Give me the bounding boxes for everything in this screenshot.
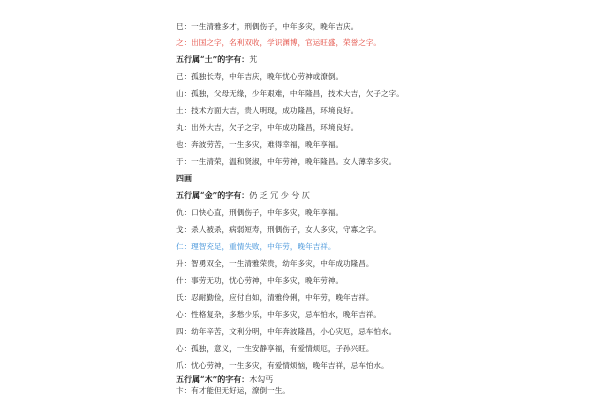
entry-line: 四：幼年辛苦，文利分明，中年奔波隆昌，小心灾厄，忌车怕水。 <box>176 327 397 336</box>
element-heading-earth <box>176 55 257 64</box>
entry-line-highlight-blue: 仁：理智充足，重情失败，中年劳，晚年吉祥。 <box>176 242 336 251</box>
entry-line: 什：事劳无功，忧心劳神，中年多灾，晚年劳神。 <box>176 276 344 285</box>
entry-line: 仇：口快心直，刑偶伤子，中年多灾，晚年享福。 <box>176 208 344 217</box>
entry-line: 山：孤独，父母无缘，少年艰难，中年隆昌，技术大吉，欠子之字。 <box>176 89 404 98</box>
entry-line: 爪：忧心劳神，一生多灾，有爱情烦恼，晚年吉祥，忌车怕水。 <box>176 361 389 370</box>
heading-label: 五行属“金”的字有： <box>176 190 250 200</box>
section-title-four-strokes: 四画 <box>176 173 192 183</box>
entry-line: 己：孤独长寿，中年吉庆，晚年忧心劳神或潦倒。 <box>176 72 344 81</box>
entry-line: 也：奔波劳苦，一生多灾，难得幸福，晚年享福。 <box>176 140 344 149</box>
entry-line: 丸：出外大吉，欠子之字，中年成功隆昌，环境良好。 <box>176 123 359 132</box>
heading-chars: 木勾丐 <box>249 375 274 384</box>
entry-line: 心：性格复杂，多愁少乐，中年多灾，忌车怕水，晚年吉祥。 <box>176 310 382 319</box>
entry-line: 土：技术方面大吉，贵人明现，成功隆昌，环境良好。 <box>176 106 359 115</box>
entry-line: 于：一生清荣，温和贤淑，中年劳神，晚年隆昌。女人薄幸多灾。 <box>176 157 397 166</box>
element-heading-metal <box>176 191 310 200</box>
entry-line: 卞：有才能但无好运，潦倒一生。 <box>176 386 290 395</box>
heading-chars: 仍 乏 冗 少 兮 仄 <box>249 191 310 200</box>
entry-line: 氏：忍耐勤俭，应付自如，清雅伶俐，中年劳，晚年吉祥。 <box>176 293 374 302</box>
element-heading-wood <box>176 375 273 384</box>
entry-line: 升：智勇双全，一生清雅荣贵，幼年多灾，中年成功隆昌。 <box>176 259 374 268</box>
heading-chars: 艽 <box>249 55 258 64</box>
heading-label: 五行属“土”的字有： <box>176 54 250 64</box>
entry-line: 巳：一生清雅多才，刑偶伤子，中年多灾，晚年吉庆。 <box>176 22 359 31</box>
heading-label: 五行属“木”的字有： <box>176 374 250 384</box>
entry-line-highlight-red: 之：出国之字，名利双收，学识渊博，官运旺盛，荣誉之字。 <box>176 38 382 47</box>
entry-line: 心：孤独，意义，一生安静享福，有爱情烦厄，子孙兴旺。 <box>176 344 374 353</box>
entry-line: 戈：杀人被杀，病弱短寿，刑偶伤子，女人多灾，守寡之字。 <box>176 225 382 234</box>
